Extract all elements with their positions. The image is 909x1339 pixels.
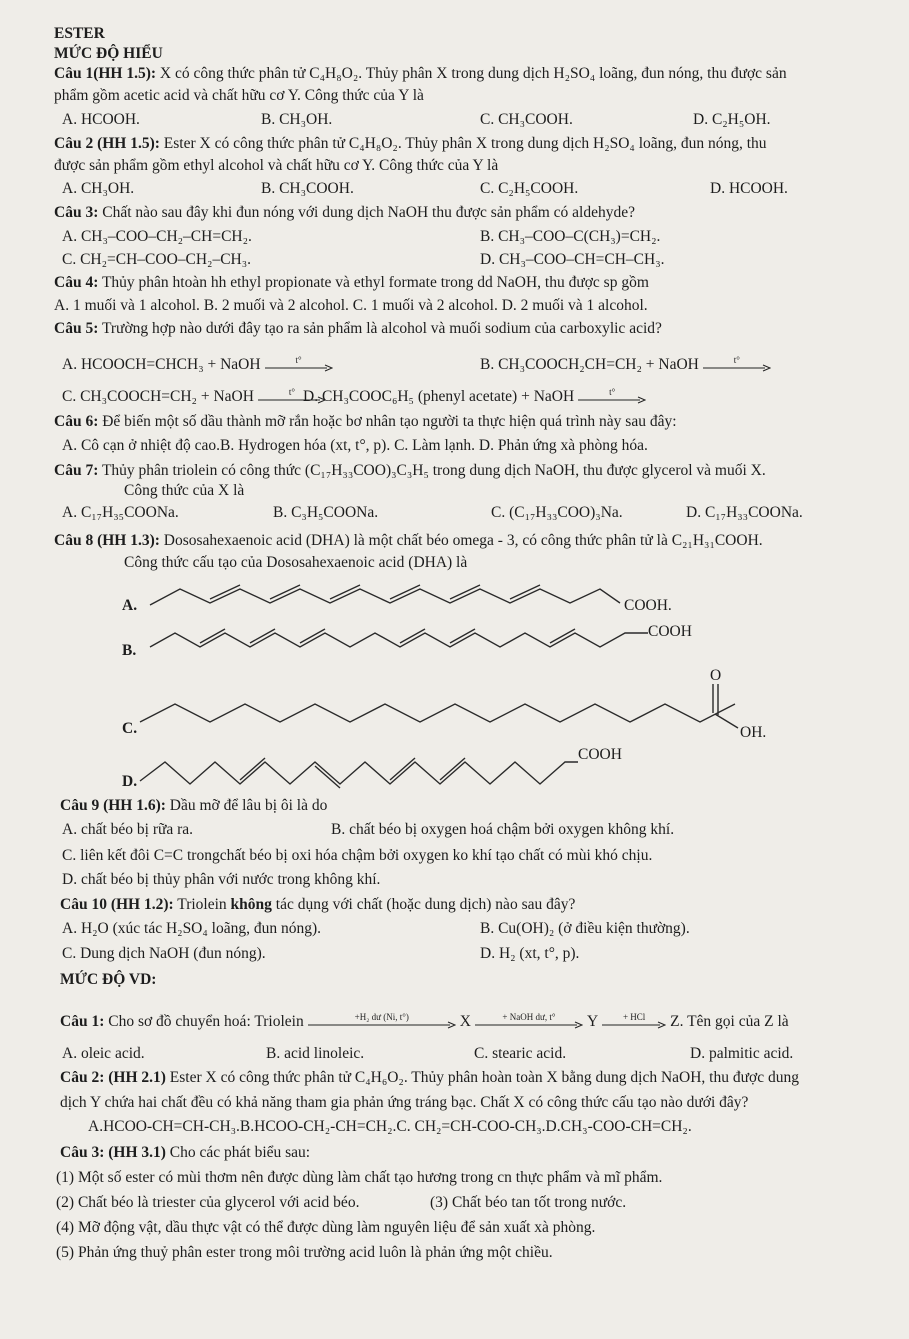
q9-option-a: A. chất béo bị rữa ra. xyxy=(62,821,194,838)
q3-option-d: D. CH₃–COO–CH=CH–CH₃. xyxy=(480,251,665,268)
q6-text: Câu 6: Để biến một số dầu thành mỡ rắn hoặc bơ nhân tạo người ta thực hiện quá trình này sau đây: xyxy=(54,413,677,430)
section-level-understand: MỨC ĐỘ HIỂU xyxy=(54,45,163,62)
v3-statement-4: (4) Mỡ động vật, dầu thực vật có thể được dùng làm nguyên liệu để sản xuất xà phòng. xyxy=(56,1219,596,1236)
q8-a-cooh: COOH. xyxy=(624,597,672,614)
q3-text: Câu 3: Chất nào sau đây khi đun nóng với dung dịch NaOH thu được sản phẩm có aldehyde? xyxy=(54,204,635,221)
q9-option-c: C. liên kết đôi C=C trongchất béo bị oxi hóa chậm bởi oxygen ko khí tạo chất có mùi khó chịu. xyxy=(62,847,653,864)
v1-option-b: B. acid linoleic. xyxy=(266,1045,365,1062)
structure-a-double-bond xyxy=(210,585,240,599)
v3-statement-3: (3) Chất béo tan tốt trong nước. xyxy=(430,1194,627,1211)
q5-option-c: C. CH₃COOCH=CH₂ + NaOH t° xyxy=(62,387,330,407)
reaction-arrow-icon: + HCl xyxy=(602,1013,666,1031)
q3-option-a: A. CH₃–COO–CH₂–CH=CH₂. xyxy=(62,228,252,245)
q2-text: Câu 2 (HH 1.5): Ester X có công thức phân tử C₄H₈O₂. Thủy phân X trong dung dịch H₂SO₄ loãng, đun nóng, thu xyxy=(54,135,767,152)
v1-option-a: A. oleic acid. xyxy=(62,1045,145,1062)
structure-d-chain xyxy=(140,762,578,784)
q7-text-2: Công thức của X là xyxy=(124,482,245,499)
q7-option-b: B. C₃H₅COONa. xyxy=(273,504,379,521)
heat-arrow-icon: t° xyxy=(258,388,326,406)
q1-option-c: C. CH₃COOH. xyxy=(480,111,573,128)
q1-option-b: B. CH₃OH. xyxy=(261,111,333,128)
q8-option-c-label: C. xyxy=(122,720,138,737)
structure-b-chain xyxy=(150,633,648,647)
q5-option-b: B. CH₃COOCH₂CH=CH₂ + NaOH t° xyxy=(480,355,775,375)
q1-text-2: phẩm gồm acetic acid và chất hữu cơ Y. Công thức của Y là xyxy=(54,87,424,104)
q7-option-a: A. C₁₇H₃₅COONa. xyxy=(62,504,179,521)
q1-option-d: D. C₂H₅OH. xyxy=(693,111,771,128)
q2-option-c: C. C₂H₅COOH. xyxy=(480,180,579,197)
q3-option-b: B. CH₃–COO–C(CH₃)=CH₂. xyxy=(480,228,661,245)
structure-d-double-bond xyxy=(390,758,415,780)
q5-text: Câu 5: Trường hợp nào dưới đây tạo ra sản phẩm là alcohol và muối sodium của carboxylic acid? xyxy=(54,320,662,337)
v2-options: A.HCOO-CH=CH-CH₃.B.HCOO-CH₂-CH=CH₂.C. CH₂=CH-COO-CH₃.D.CH₃-COO-CH=CH₂. xyxy=(88,1118,692,1135)
q7-option-d: D. C₁₇H₃₃COONa. xyxy=(686,504,803,521)
v1-option-d: D. palmitic acid. xyxy=(690,1045,794,1062)
q6-options: A. Cô cạn ở nhiệt độ cao.B. Hydrogen hóa (xt, t°, p). C. Làm lạnh. D. Phản ứng xà phòng hóa. xyxy=(62,437,648,454)
q2-option-d: D. HCOOH. xyxy=(710,180,788,197)
q5-option-d: D. CH₃COOC₆H₅ (phenyl acetate) + NaOH t° xyxy=(303,387,650,407)
doc-title: ESTER xyxy=(54,25,105,42)
q8-c-oxygen: O xyxy=(710,667,722,684)
q10-option-b: B. Cu(OH)₂ (ở điều kiện thường). xyxy=(480,920,690,937)
q8-text-2: Công thức cấu tạo của Dososahexaenoic acid (DHA) là xyxy=(124,554,468,571)
structure-b-double-bond xyxy=(300,629,325,643)
q3-option-c: C. CH₂=CH–COO–CH₂–CH₃. xyxy=(62,251,252,268)
v1-option-c: C. stearic acid. xyxy=(474,1045,567,1062)
q8-b-cooh: COOH xyxy=(648,623,692,640)
q9-text: Câu 9 (HH 1.6): Dầu mỡ để lâu bị ôi là do xyxy=(60,797,328,814)
structure-b-double-bond xyxy=(550,629,575,643)
structure-b-double-bond xyxy=(400,629,425,643)
heat-arrow-icon: t° xyxy=(703,356,771,374)
structure-a-double-bond xyxy=(330,585,360,599)
structure-b-double-bond xyxy=(450,629,475,643)
heat-arrow-icon: t° xyxy=(578,388,646,406)
structure-a-double-bond xyxy=(510,585,540,599)
v3-statement-5: (5) Phản ứng thuỷ phân ester trong môi trường acid luôn là phản ứng một chiều. xyxy=(56,1244,553,1261)
q7-text: Câu 7: Thủy phân triolein có công thức (C₁₇H₃₃COO)₃C₃H₅ trong dung dịch NaOH, thu được glycerol và muối X. xyxy=(54,462,766,479)
structure-b-double-bond xyxy=(250,629,275,643)
q10-option-d: D. H₂ (xt, t°, p). xyxy=(480,945,580,962)
v3-statement-2: (2) Chất béo là triester của glycerol với acid béo. xyxy=(56,1194,360,1211)
section-level-apply: MỨC ĐỘ VD: xyxy=(60,971,157,988)
q7-option-c: C. (C₁₇H₃₃COO)₃Na. xyxy=(491,504,623,521)
q2-option-a: A. CH₃OH. xyxy=(62,180,135,197)
q4-options: A. 1 muối và 1 alcohol. B. 2 muối và 2 alcohol. C. 1 muối và 2 alcohol. D. 2 muối và 1 alcohol. xyxy=(54,297,648,314)
structure-d-double-bond xyxy=(440,758,465,780)
q9-option-d: D. chất béo bị thủy phân với nước trong không khí. xyxy=(62,871,381,888)
q10-text: Câu 10 (HH 1.2): Triolein không tác dụng với chất (hoặc dung dịch) nào sau đây? xyxy=(60,896,576,913)
structure-a-double-bond xyxy=(450,585,480,599)
reaction-arrow-icon: + NaOH dư, t° xyxy=(475,1013,583,1031)
q2-text-2: được sản phẩm gồm ethyl alcohol và chất hữu cơ Y. Công thức của Y là xyxy=(54,157,499,174)
structure-d-double-bond xyxy=(315,766,340,788)
q8-option-b-label: B. xyxy=(122,642,137,659)
q8-c-oh: OH. xyxy=(740,724,767,741)
v2-text: Câu 2: (HH 2.1) Ester X có công thức phân tử C₄H₆O₂. Thủy phân hoàn toàn X bằng dung dịch NaOH, thu được dung xyxy=(60,1069,799,1086)
q9-option-b: B. chất béo bị oxygen hoá chậm bởi oxygen không khí. xyxy=(331,821,675,838)
q8-d-cooh: COOH xyxy=(578,746,622,763)
q8-option-a-label: A. xyxy=(122,597,138,614)
reaction-arrow-icon: +H₂ dư (Ni, t°) xyxy=(308,1013,456,1031)
v1-text: Câu 1: Cho sơ đồ chuyển hoá: Triolein +H₂ dư (Ni, t°) X + NaOH dư, t° Y + HCl Z. Tên gọi của Z là xyxy=(60,1012,789,1030)
structure-a-double-bond xyxy=(390,585,420,599)
q4-text: Câu 4: Thủy phân htoàn hh ethyl propionate và ethyl formate trong dd NaOH, thu được sp gồm xyxy=(54,274,649,291)
q8-option-d-label: D. xyxy=(122,773,138,790)
structure-a-chain xyxy=(150,589,620,605)
v2-text-2: dịch Y chứa hai chất đều có khả năng tham gia phản ứng tráng bạc. Chất X có công thức cấu tạo nào dưới đây? xyxy=(60,1094,749,1111)
q1-option-a: A. HCOOH. xyxy=(62,111,140,128)
q10-option-a: A. H₂O (xúc tác H₂SO₄ loãng, đun nóng). xyxy=(62,920,322,937)
q2-option-b: B. CH₃COOH. xyxy=(261,180,354,197)
structure-b-double-bond xyxy=(200,629,225,643)
q1-text: Câu 1(HH 1.5): X có công thức phân tử C₄H₈O₂. Thủy phân X trong dung dịch H₂SO₄ loãng, đun nóng, thu được sản xyxy=(54,65,787,82)
v3-statement-1: (1) Một số ester có mùi thơm nên được dùng làm chất tạo hương trong cn thực phẩm và mĩ phẩm. xyxy=(56,1169,663,1186)
q5-option-a: A. HCOOCH=CHCH₃ + NaOH t° xyxy=(62,355,337,375)
structure-d-double-bond xyxy=(240,758,265,780)
heat-arrow-icon: t° xyxy=(265,356,333,374)
structure-a-double-bond xyxy=(270,585,300,599)
q10-option-c: C. Dung dịch NaOH (đun nóng). xyxy=(62,945,266,962)
structure-c-chain xyxy=(140,704,735,722)
v3-text: Câu 3: (HH 3.1) Cho các phát biểu sau: xyxy=(60,1144,311,1161)
q8-text: Câu 8 (HH 1.3): Dososahexaenoic acid (DHA) là một chất béo omega - 3, có công thức phân tử là C₂₁H₃₁COOH. xyxy=(54,532,763,549)
structure-c-oh-bond xyxy=(715,714,738,728)
